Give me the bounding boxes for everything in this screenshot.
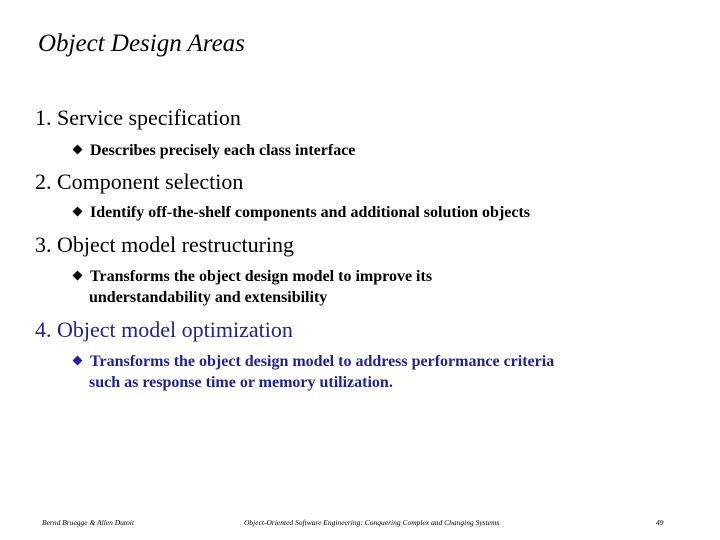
sub-item-object-model-restructuring: Transforms the object design model to improve its understandability and extensibility: [72, 266, 432, 308]
list-item-object-model-restructuring: 3. Object model restructuring: [35, 232, 295, 257]
list-item-object-model-optimization: 4. Object model optimization: [35, 317, 293, 342]
slide-title: Object Design Areas: [38, 30, 245, 57]
footer-course: Object-Oriented Software Engineering: Conquering Complex and Changing Systems: [244, 518, 500, 527]
diamond-bullet-icon: [73, 356, 83, 366]
sub-item-component-selection: Identify off-the-shelf components and additional solution objects: [72, 202, 530, 223]
list-item-component-selection: 2. Component selection: [35, 169, 244, 194]
diamond-bullet-icon: [73, 271, 83, 281]
footer-page-number: 49: [656, 518, 664, 527]
diamond-bullet-icon: [73, 207, 83, 217]
footer-authors: Bernd Bruegge & Allen Dutoit: [42, 518, 134, 527]
sub-item-service-specification: Describes precisely each class interface: [72, 140, 355, 161]
diamond-bullet-icon: [73, 145, 83, 155]
list-item-service-specification: 1. Service specification: [35, 105, 241, 130]
sub-item-object-model-optimization: Transforms the object design model to address performance criteria such as response time or memory utilization.: [72, 351, 554, 393]
